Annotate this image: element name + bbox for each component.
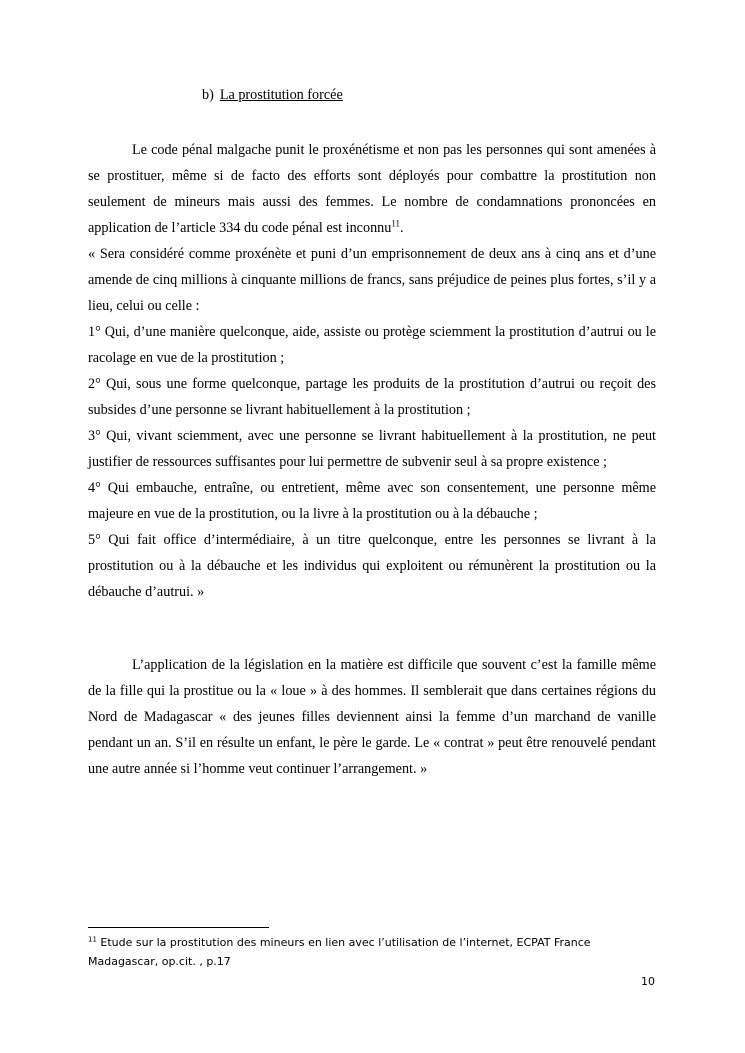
footnote-text: Etude sur la prostitution des mineurs en lien avec l’utilisation de l’internet, ECPAT France Madagascar, op.cit. , p.17 bbox=[88, 936, 591, 968]
section-marker: b) bbox=[202, 87, 214, 103]
footnote-separator bbox=[88, 927, 269, 928]
footnote-reference[interactable]: 11 bbox=[391, 218, 401, 229]
quote-intro: « Sera considéré comme proxénète et puni d’un emprisonnement de deux ans à cinq ans et d’une amende de cinq millions à cinquante millions de francs, sans préjudice de peines plus fortes, s’il y a lieu, celui ou celle : bbox=[88, 246, 656, 314]
quote-item: 1° Qui, d’une manière quelconque, aide, assiste ou protège sciemment la prostitution d’autrui ou le racolage en vue de la prostitution ; bbox=[88, 324, 656, 366]
paragraph-intro-text: Le code pénal malgache punit le proxénétisme et non pas les personnes qui sont amenées à se prostituer, même si de facto des efforts sont déployés pour combattre la prostitution non seulement de mineurs mais aussi des femmes. Le nombre de condamnations prononcées en application de l’article 334 du code pénal est inconnu bbox=[88, 142, 656, 236]
paragraph-intro bbox=[88, 137, 656, 241]
body-upper bbox=[88, 137, 656, 605]
page-number: 10 bbox=[641, 975, 655, 988]
quote-item: 2° Qui, sous une forme quelconque, partage les produits de la prostitution d’autrui ou reçoit des subsides d’une personne se livrant habituellement à la prostitution ; bbox=[88, 376, 656, 418]
quote-item: 3° Qui, vivant sciemment, avec une personne se livrant habituellement à la prostitution, ne peut justifier de ressources suffisantes pour lui permettre de subvenir seul à sa propre existence ; bbox=[88, 428, 656, 470]
section-title: La prostitution forcée bbox=[219, 87, 343, 103]
section-heading bbox=[202, 87, 343, 104]
footnote bbox=[88, 933, 648, 971]
body-lower bbox=[88, 652, 656, 782]
paragraph-intro-end: . bbox=[400, 220, 404, 236]
quote-item: 4° Qui embauche, entraîne, ou entretient, même avec son consentement, une personne même majeure en vue de la prostitution, ou la livre à la prostitution ou à la débauche ; bbox=[88, 480, 656, 522]
paragraph-application: L’application de la législation en la matière est difficile que souvent c’est la famille même de la fille qui la prostitue ou la « loue » à des hommes. Il semblerait que dans certaines régions du Nord de Madagascar « des jeunes filles deviennent ainsi la femme d’un marchand de vanille pendant un an. S’il en résulte un enfant, le père le garde. Le « contrat » peut être renouvelé pendant une autre année si l’homme veut continuer l’arrangement. » bbox=[88, 657, 656, 777]
footnote-number: 11 bbox=[88, 935, 97, 944]
quote-item: 5° Qui fait office d’intermédiaire, à un titre quelconque, entre les personnes se livrant à la prostitution ou à la débauche et les individus qui exploitent ou rémunèrent la prostitution ou la débauche d’autrui. » bbox=[88, 532, 656, 600]
